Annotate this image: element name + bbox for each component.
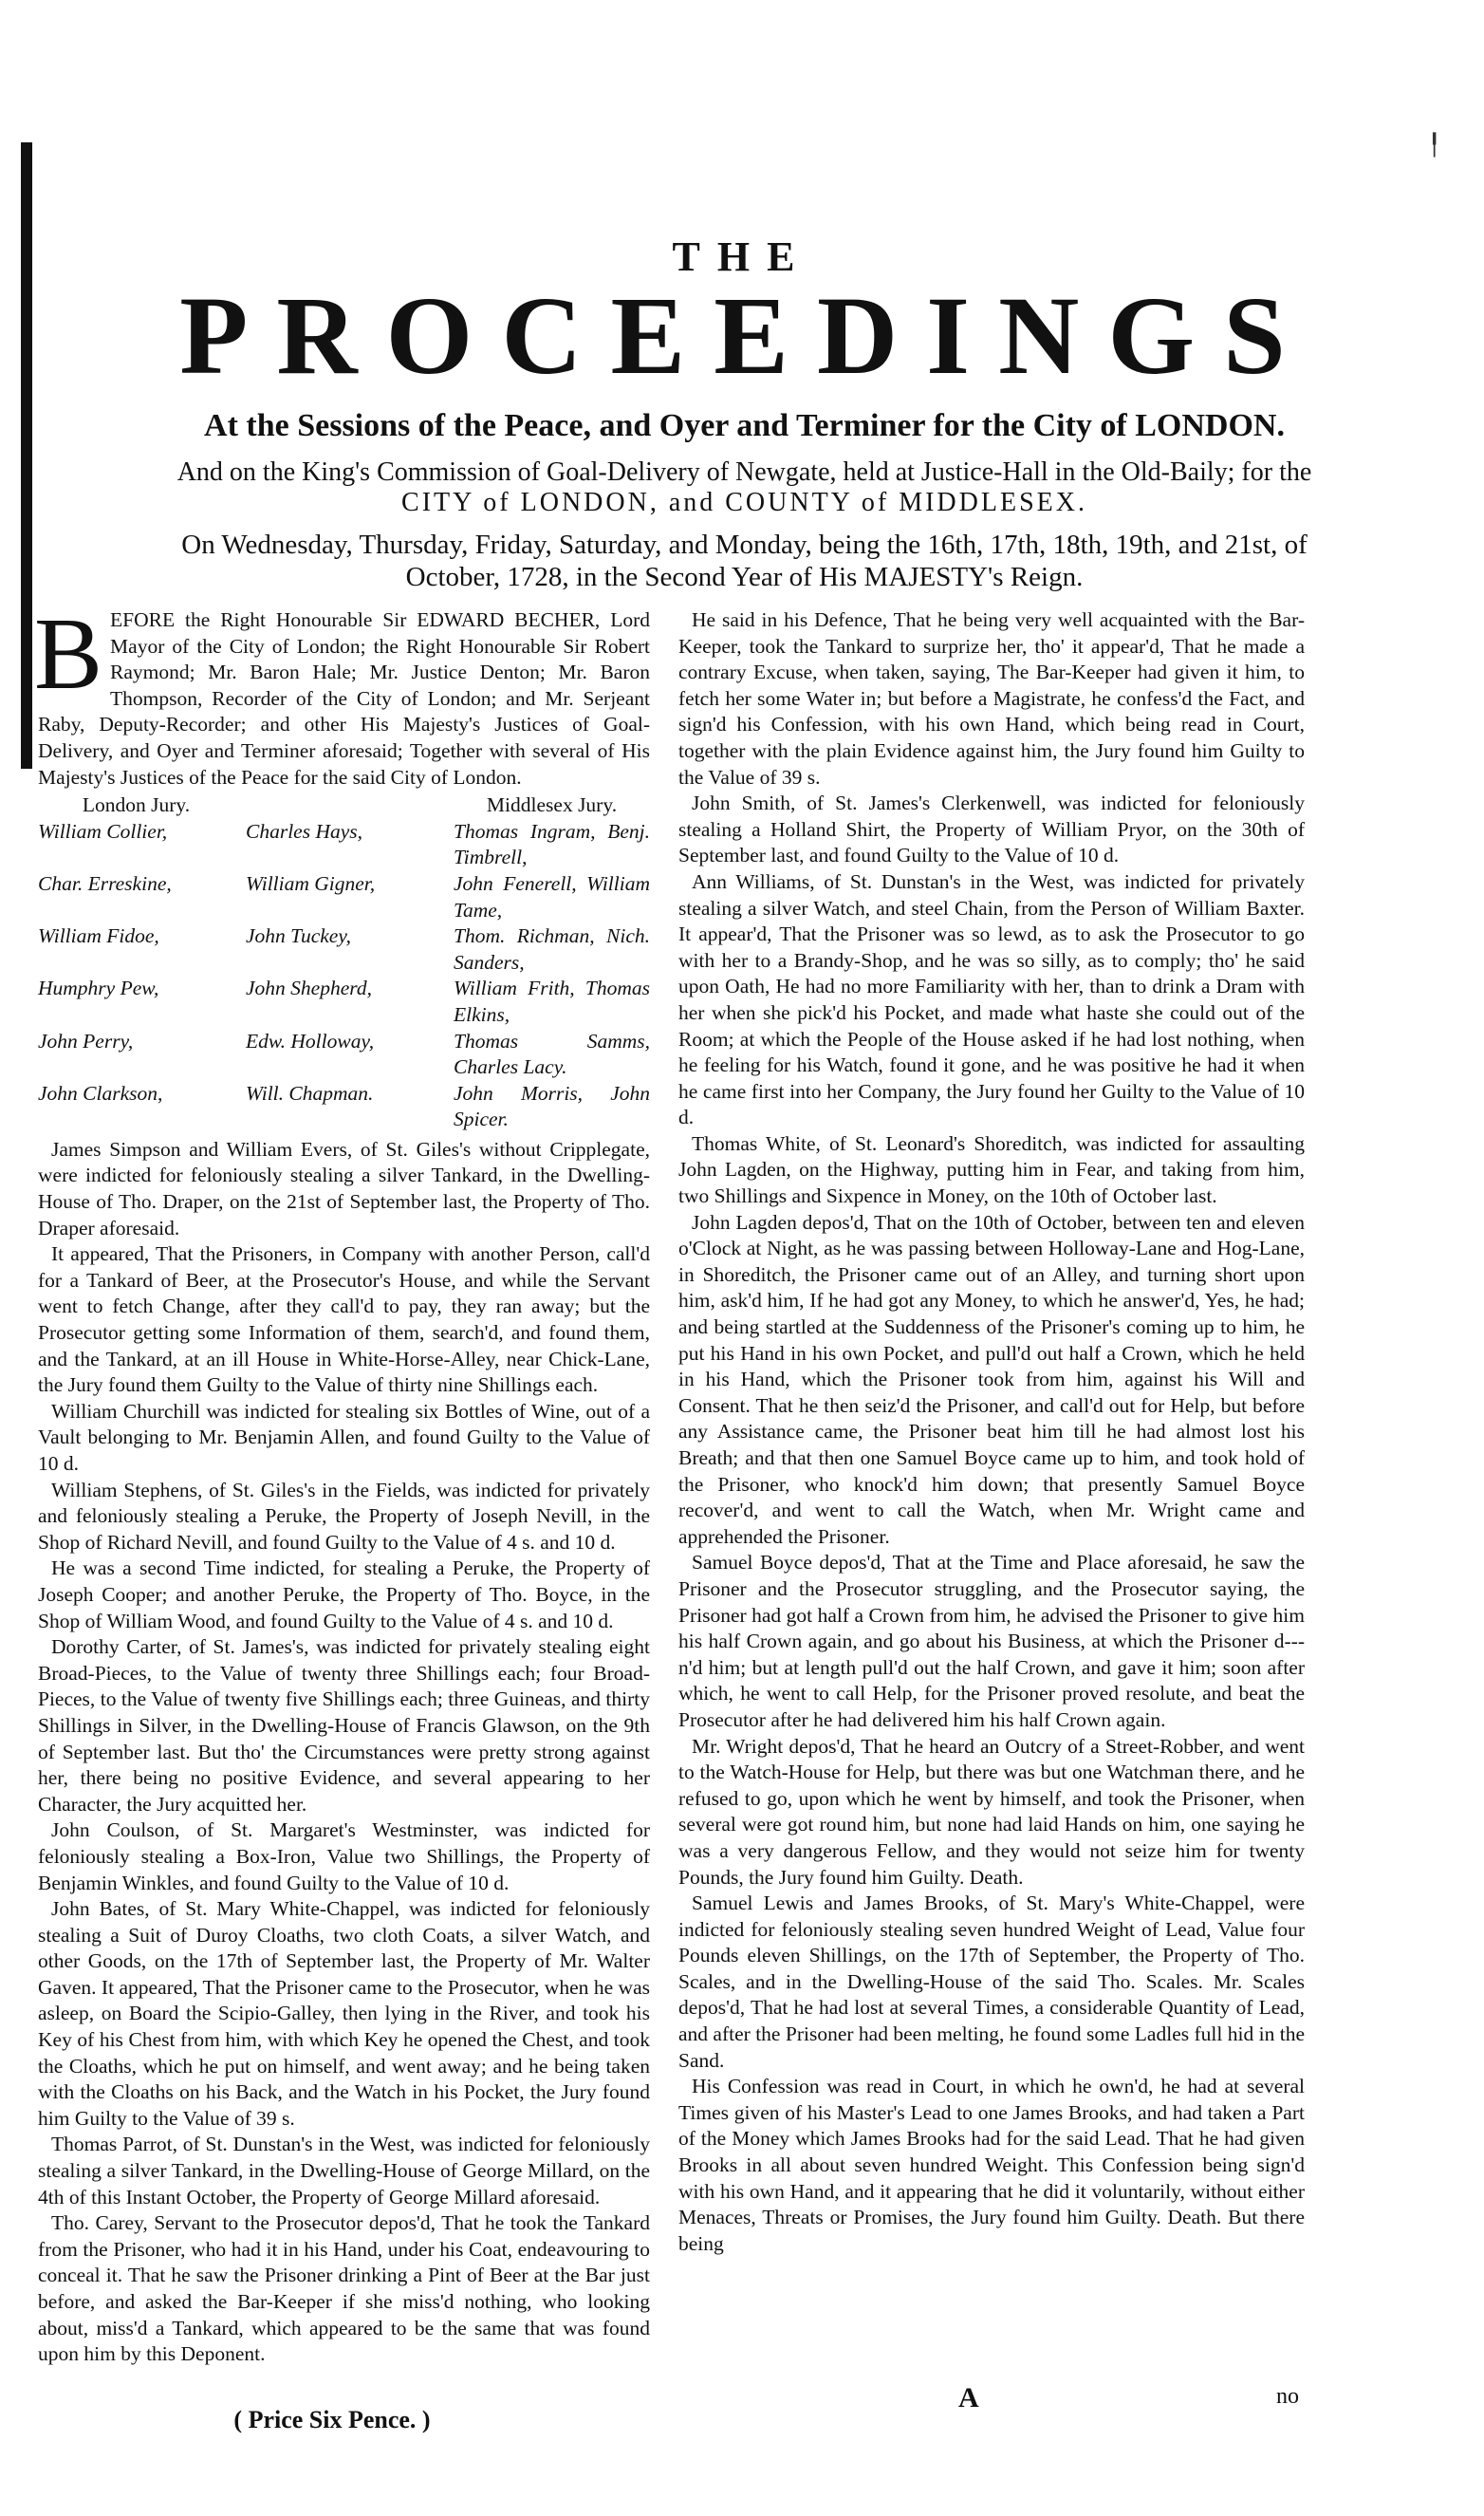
right-column	[678, 607, 1305, 2257]
intro-paragraph	[34, 598, 650, 791]
case-paragraph: James Simpson and William Evers, of St. Giles's without Cripplegate, were indicted for feloniously stealing a silver Tankard, in the Dwelling-House of Tho. Draper, on the 21st of September last, the Property of Tho. Draper aforesaid.	[38, 1137, 650, 1239]
signature-mark: A	[958, 2382, 979, 2413]
title-the: THE	[672, 233, 812, 280]
juror: William Gigner,	[246, 871, 376, 895]
juror: Thomas Ingram, Benj. Timbrell,	[454, 819, 650, 869]
juror: John Tuckey,	[246, 924, 352, 948]
case-paragraph: Thomas Parrot, of St. Dunstan's in the West, was indicted for feloniously stealing a silver Tankard, in the Dwelling-House of George Millard, on the 4th of this Instant October, the Property of George Millard aforesaid.	[38, 2133, 650, 2208]
case-paragraph: William Churchill was indicted for stealing six Bottles of Wine, out of a Vault belonging to Mr. Benjamin Allen, and found Guilty to the Value of 10 d.	[38, 1399, 650, 1475]
case-paragraph: Mr. Wright depos'd, That he heard an Outcry of a Street-Robber, and went to the Watch-House for Help, but there was but one Watchman there, and he refused to go, upon which he went by himself, and took the Prisoner, when several were got round him, but none had laid Hands on him, one saying he was a very dangerous Fellow, and they would not seize him for twenty Pounds, the Jury found him Guilty. Death.	[678, 1734, 1305, 1889]
subtitle-line-4: On Wednesday, Thursday, Friday, Saturday, and Monday, being the 16th, 17th, 18th, 19th, and 21st, of	[181, 530, 1308, 560]
case-paragraph: Samuel Boyce depos'd, That at the Time and Place aforesaid, he saw the Prisoner and the Prosecutor struggling, and the Prosecutor saying, the Prisoner had got half a Crown from him, he advised the Prisoner to give him his half Crown again, and go about his Business, at which the Prisoner d---n'd him; but at length pull'd out the half Crown, and gave it him; soon after which, he went to call Help, for the Prisoner proved resolute, and beat the Prosecutor after he had delivered him his half Crown again.	[678, 1551, 1305, 1731]
case-paragraph: His Confession was read in Court, in which he own'd, he had at several Times given of his Master's Lead to one James Brooks, and had taken a Part of the Money which James Brooks had for the said Lead. That he had given Brooks in all about seven hundred Weight. This Confession being sign'd with his own Hand, and it appearing that he did it voluntarily, without either Menaces, Threats or Promises, the Jury found him Guilty. Death. But there being	[678, 2075, 1305, 2255]
subtitle-line-2: And on the King's Commission of Goal-Delivery of Newgate, held at Justice-Hall in the Old-Baily; for the	[176, 457, 1312, 487]
subtitle-line-3: CITY of LONDON, and COUNTY of MIDDLESEX.	[401, 488, 1087, 517]
case-paragraph: John Lagden depos'd, That on the 10th of October, between ten and eleven o'Clock at Night, as he was passing between Holloway-Lane and Hog-Lane, in Shoreditch, the Prisoner came out of an Alley, and turning short upon him, ask'd him, If he had got any Money, to which he answer'd, Yes, he had; and being startled at the Suddenness of the Prisoner's coming up to him, he put his Hand in his own Pocket, and pull'd out half a Crown, which he held in his Hand, which the Prisoner took from him, against his Will and Consent. That he then seiz'd the Prisoner, and call'd out for Help, but before any Assistance came, the Prisoner beat him till he had almost lost his Breath; and that then one Samuel Boyce came up to him, and took hold of the Prisoner, who knock'd him down; that presently Samuel Boyce recover'd, and went to call the Watch, when Mr. Wright came and apprehended the Prisoner.	[678, 1210, 1305, 1548]
case-paragraph: Thomas White, of St. Leonard's Shoreditch, was indicted for assaulting John Lagden, on the Highway, putting him in Fear, and taking from him, two Shillings and Sixpence in Money, on the 10th of October last.	[678, 1131, 1305, 1208]
juror: William Frith, Thomas Elkins,	[454, 977, 650, 1026]
juror: Charles Hays,	[246, 819, 363, 843]
margin-mark: ╿	[1428, 133, 1441, 157]
juror: Char. Erreskine,	[38, 871, 172, 895]
subtitle-line-5: October, 1728, in the Second Year of His MAJESTY's Reign.	[405, 562, 1084, 592]
juror: John Morris, John Spicer.	[454, 1081, 650, 1131]
case-paragraph: Dorothy Carter, of St. James's, was indicted for privately stealing eight Broad-Pieces, to the Value of twenty three Shillings each; four Broad-Pieces, to the Value of twenty five Shillings each; three Guineas, and thirty Shillings in Silver, in the Dwelling-House of Francis Glawson, on the 9th of September last. But tho' the Circumstances were pretty strong against her, there being no positive Evidence, and several appearing to her Character, the Jury acquitted her.	[38, 1635, 650, 1816]
case-paragraph: He was a second Time indicted, for stealing a Peruke, the Property of Joseph Cooper; and another Peruke, the Property of Tho. Boyce, in the Shop of William Wood, and found Guilty to the Value of 4 s. and 10 d.	[38, 1556, 650, 1632]
juror: William Collier,	[38, 819, 168, 843]
juror: John Fenerell, William Tame,	[454, 871, 650, 922]
juror: Edw. Holloway,	[246, 1029, 375, 1053]
juror: Thomas Samms, Charles Lacy.	[454, 1029, 650, 1079]
case-paragraph: Ann Williams, of St. Dunstan's in the West, was indicted for privately stealing a silver Watch, and steel Chain, from the Person of William Baxter. It appear'd, That the Prisoner was so lewd, as to ask the Prosecutor to go with her to a Brandy-Shop, and he was so silly, as to comply; tho' he said upon Oath, He had no more Familiarity with her, than to drink a Dram with her when she pick'd his Pocket, and made what haste she could out of the Room; at which the People of the House asked if he had lost nothing, when he feeling for his Watch, found it gone, and he was positive he had it when he came first into her Company, the Jury found her Guilty to the Value of 10 d.	[678, 869, 1305, 1129]
drop-cap: B	[34, 598, 103, 711]
page-title: PROCEEDINGS	[179, 273, 1314, 398]
case-paragraph: Tho. Carey, Servant to the Prosecutor depos'd, That he took the Tankard from the Prisoner, who had it in his Hand, under his Coat, endeavouring to conceal it. That he saw the Prisoner drinking a Pint of Beer at the Bar just before, and asked the Bar-Keeper if she miss'd nothing, who looking about, miss'd a Tankard, which appeared to be the same that was found upon him by this Deponent.	[38, 2211, 650, 2366]
jury-header: Middlesex Jury.	[486, 793, 618, 817]
price-line: ( Price Six Pence. )	[233, 2406, 431, 2433]
juror: William Fidoe,	[38, 924, 159, 948]
case-paragraph: John Coulson, of St. Margaret's Westminster, was indicted for feloniously stealing a Box-Iron, Value two Shillings, the Property of Benjamin Winkles, and found Guilty to the Value of 10 d.	[38, 1818, 650, 1894]
subtitle-line-1: At the Sessions of the Peace, and Oyer and Terminer for the City of LONDON.	[204, 408, 1285, 443]
catchword: no	[1276, 2384, 1299, 2409]
intro-text: EFORE the Right Honourable Sir EDWARD BECHER, Lord Mayor of the City of London; the Right Honourable Sir Robert Raymond; Mr. Baron Hale; Mr. Justice Denton; Mr. Baron Thompson, Recorder of the City of London; and Mr. Serjeant Raby, Deputy-Recorder; and other His Majesty's Justices of Goal-Delivery, and Oyer and Terminer aforesaid; Together with several of His Majesty's Justices of the Peace for the said City of London.	[38, 608, 650, 789]
juror: Humphry Pew,	[38, 977, 159, 1000]
jury-header	[246, 792, 442, 819]
juror: Thom. Richman, Nich. Sanders,	[454, 924, 650, 974]
case-paragraph: William Stephens, of St. Giles's in the Fields, was indicted for privately and feloniously stealing a Peruke, the Property of Joseph Nevill, in the Shop of Richard Nevill, and found Guilty to the Value of 4 s. and 10 d.	[38, 1478, 650, 1554]
case-paragraph: Samuel Lewis and James Brooks, of St. Mary's White-Chappel, were indicted for feloniously stealing seven hundred Weight of Lead, Value four Pounds eleven Shillings, on the 17th of September, the Property of Tho. Scales, and in the Dwelling-House of the said Tho. Scales. Mr. Scales depos'd, That he had lost at several Times, a considerable Quantity of Lead, and after the Prisoner had been melting, he found some Ladles full hid in the Sand.	[678, 1892, 1305, 2072]
case-paragraph: It appeared, That the Prisoners, in Company with another Person, call'd for a Tankard of Beer, at the Prosecutor's House, and while the Servant went to fetch Change, after they call'd to pay, they ran away; but the Prosecutor getting some Information of them, search'd, and found them, and the Tankard, at an ill House in White-Horse-Alley, near Chick-Lane, the Jury found them Guilty to the Value of thirty nine Shillings each.	[38, 1242, 650, 1397]
juror: John Clarkson,	[38, 1081, 163, 1105]
left-column	[34, 598, 650, 2368]
jury-header: London Jury.	[82, 793, 191, 817]
juror: John Perry,	[38, 1029, 134, 1053]
case-paragraph: He said in his Defence, That he being very well acquainted with the Bar-Keeper, took the Tankard to surprize her, tho' it appear'd, That he made a contrary Excuse, when taken, saying, The Bar-Keeper had given it him, to fetch her some Water in; but before a Magistrate, he confess'd the Fact, and sign'd his Confession, with his own Hand, which being read in Court, together with the plain Evidence against him, the Jury found him Guilty to the Value of 39 s.	[678, 608, 1305, 789]
case-paragraph: John Bates, of St. Mary White-Chappel, was indicted for feloniously stealing a Suit of Duroy Cloaths, two cloth Coats, a silver Watch, and other Goods, on the 17th of September last, the Property of Mr. Walter Gaven. It appeared, That the Prisoner came to the Prosecutor, when he was asleep, on Board the Scipio-Galley, then lying in the River, and took his Key of his Chest from him, with which Key he opened the Chest, and took the Cloaths, which he put on himself, and went away; and he being taken with the Cloaths on his Back, and the Watch in his Pocket, the Jury found him Guilty to the Value of 39 s.	[38, 1897, 650, 2130]
case-paragraph: John Smith, of St. James's Clerkenwell, was indicted for feloniously stealing a Holland Shirt, the Property of William Pryor, on the 30th of September last, and found Guilty to the Value of 10 d.	[678, 792, 1305, 867]
juror: Will. Chapman.	[246, 1081, 374, 1105]
juror: John Shepherd,	[246, 977, 372, 1000]
jury-list	[38, 792, 650, 1133]
